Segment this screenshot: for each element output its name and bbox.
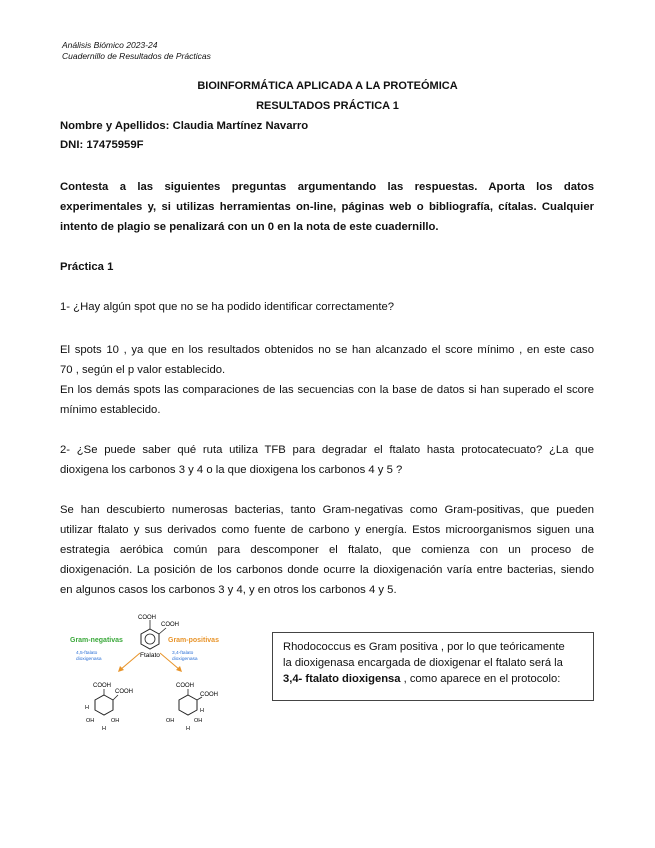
conclusion-line <box>283 671 583 687</box>
question-line: dioxigena los carbonos 3 y 4 o la que dioxigena los carbonos 4 y 5 ? <box>60 464 403 476</box>
cooh-label: COOH <box>138 615 156 621</box>
question-line: 2- ¿Se puede saber qué ruta utiliza TFB para degradar el ftalato hasta protocatecuato? ¿La que <box>60 444 594 456</box>
conclusion-line: la dioxigenasa encargada de dioxigenar el ftalato será la <box>283 657 563 669</box>
cooh-label: COOH <box>115 689 133 695</box>
doc-header-subtitle: Cuadernillo de Resultados de Prácticas <box>62 51 211 61</box>
phthalate-pathway-figure <box>60 610 260 735</box>
left-enzyme-label: dioxigenasa <box>76 657 102 662</box>
doc-title: BIOINFORMÁTICA APLICADA A LA PROTEÓMICA <box>197 80 458 92</box>
cooh-label: COOH <box>93 683 111 689</box>
oh-label: OH <box>166 718 175 724</box>
cooh-label: COOH <box>176 683 194 689</box>
instructions-line: experimentales y, si utilizas herramientas on-line, páginas web o bibliografía, cítalas. Cualquier <box>60 201 594 213</box>
answer-line: estrategia aeróbica común para descomponer el ftalato, que comienza con un proceso de <box>60 544 594 556</box>
question-2 <box>60 440 594 480</box>
conclusion-line: Rhodococcus es Gram positiva , por lo que teóricamente <box>283 641 565 653</box>
doc-header-course: Análisis Biómico 2023-24 <box>62 40 158 50</box>
answer-line: En los demás spots las comparaciones de las secuencias con la base de datos si han superado el score <box>60 384 594 396</box>
bond-line <box>113 695 118 700</box>
conclusion-box <box>272 632 594 701</box>
left-enzyme-label: 4,5-ftalato <box>76 651 98 656</box>
cooh-label: COOH <box>200 692 218 698</box>
left-product-ring <box>95 695 113 715</box>
gram-negative-label: Gram-negativas <box>70 637 123 644</box>
answer-line: dioxigenación. La posición de los carbonos donde ocurre la dioxigenación varía entre bacterias, siendo <box>60 564 594 576</box>
answer-line: 70 , según el p valor establecido. <box>60 364 226 376</box>
instructions <box>60 177 594 237</box>
instructions-line: intento de plagio se penalizará con un 0 en la nota de este cuadernillo. <box>60 221 439 233</box>
h-label: H <box>200 708 204 714</box>
bond-line <box>159 628 166 634</box>
oh-label: OH <box>194 718 203 724</box>
h-label: H <box>186 726 190 732</box>
right-enzyme-label: dioxigenasa <box>172 657 198 662</box>
answer-2 <box>60 500 594 600</box>
conclusion-text: , como aparece en el protocolo: <box>400 673 561 685</box>
student-dni: DNI: 17475959F <box>60 139 144 151</box>
instructions-line: Contesta a las siguientes preguntas argumentando las respuestas. Aporta los datos <box>60 181 594 193</box>
answer-line: mínimo establecido. <box>60 404 161 416</box>
doc-subtitle: RESULTADOS PRÁCTICA 1 <box>256 100 399 112</box>
answer-line: utilizar ftalato y sus derivados como fuente de carbono y energía. Estos microorganismos siguen una <box>60 524 594 536</box>
right-enzyme-label: 3,4-ftalato <box>172 651 194 656</box>
answer-line: El spots 10 , ya que en los resultados obtenidos no se han alcanzado el score mínimo , en este caso <box>60 344 594 356</box>
oh-label: OH <box>86 718 95 724</box>
right-product-ring <box>179 695 197 715</box>
section-title: Práctica 1 <box>60 261 114 273</box>
ftalato-label: Ftalato <box>140 652 160 659</box>
answer-line: en algunos casos los carbonos 3 y 4, y en otros los carbonos 4 y 5. <box>60 584 397 596</box>
enzyme-name: 3,4- ftalato dioxigensa <box>283 673 401 685</box>
student-name: Nombre y Apellidos: Claudia Martínez Navarro <box>60 120 309 132</box>
gram-positive-label: Gram-positivas <box>168 637 219 644</box>
phthalate-ring-circle <box>145 634 155 644</box>
answer-1 <box>60 340 594 420</box>
cooh-label: COOH <box>161 622 179 628</box>
question-1: 1- ¿Hay algún spot que no se ha podido identificar correctamente? <box>60 301 395 313</box>
oh-label: OH <box>111 718 120 724</box>
arrow-left <box>120 653 140 670</box>
phthalate-ring <box>141 629 159 649</box>
answer-line: Se han descubierto numerosas bacterias, tanto Gram-negativas como Gram-positivas, que pueden <box>60 504 594 516</box>
h-label: H <box>85 705 89 711</box>
h-label: H <box>102 726 106 732</box>
